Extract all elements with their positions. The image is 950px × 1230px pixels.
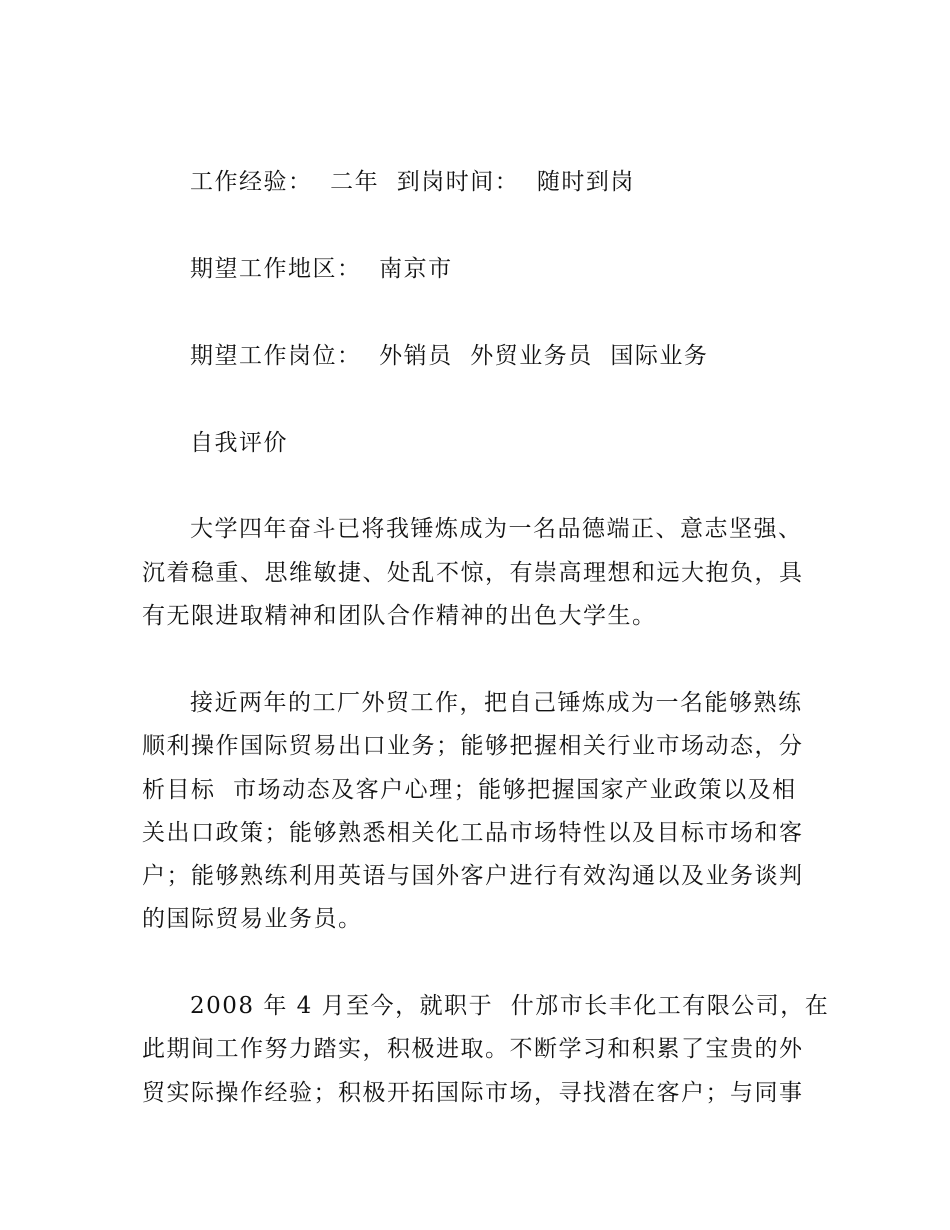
self-evaluation-heading: 自我评价 xyxy=(190,430,288,456)
paragraph2-line: 关出口政策；能够熟悉相关化工品市场特性以及目标市场和客 xyxy=(142,820,804,846)
experience-line: 工作经验： 二年 到岗时间： 随时到岗 xyxy=(190,169,635,195)
paragraph3-line: 贸实际操作经验；积极开拓国际市场，寻找潜在客户；与同事 xyxy=(142,1080,804,1106)
paragraph2-line: 顺利操作国际贸易出口业务；能够把握相关行业市场动态，分 xyxy=(142,733,804,759)
paragraph2-line: 户；能够熟练利用英语与国外客户进行有效沟通以及业务谈判 xyxy=(142,863,804,889)
paragraph2-line: 接近两年的工厂外贸工作，把自己锤炼成为一名能够熟练 xyxy=(190,690,803,716)
paragraph1-line: 有无限进取精神和团队合作精神的出色大学生。 xyxy=(142,603,657,629)
paragraph1-line: 大学四年奋斗已将我锤炼成为一名品德端正、意志坚强、 xyxy=(190,516,803,542)
region-line: 期望工作地区： 南京市 xyxy=(190,256,453,282)
paragraph3-line: 此期间工作努力踏实，积极进取。不断学习和积累了宝贵的外 xyxy=(142,1036,804,1062)
paragraph3-line: 2008 年 4 月至今，就职于 什邡市长丰化工有限公司，在 xyxy=(190,993,830,1019)
paragraph2-line: 的国际贸易业务员。 xyxy=(142,906,363,932)
paragraph2-line: 析目标 市场动态及客户心理；能够把握国家产业政策以及相 xyxy=(142,777,797,803)
paragraph1-line: 沉着稳重、思维敏捷、处乱不惊，有崇高理想和远大抱负，具 xyxy=(142,560,804,586)
position-line: 期望工作岗位： 外销员 外贸业务员 国际业务 xyxy=(190,343,709,369)
